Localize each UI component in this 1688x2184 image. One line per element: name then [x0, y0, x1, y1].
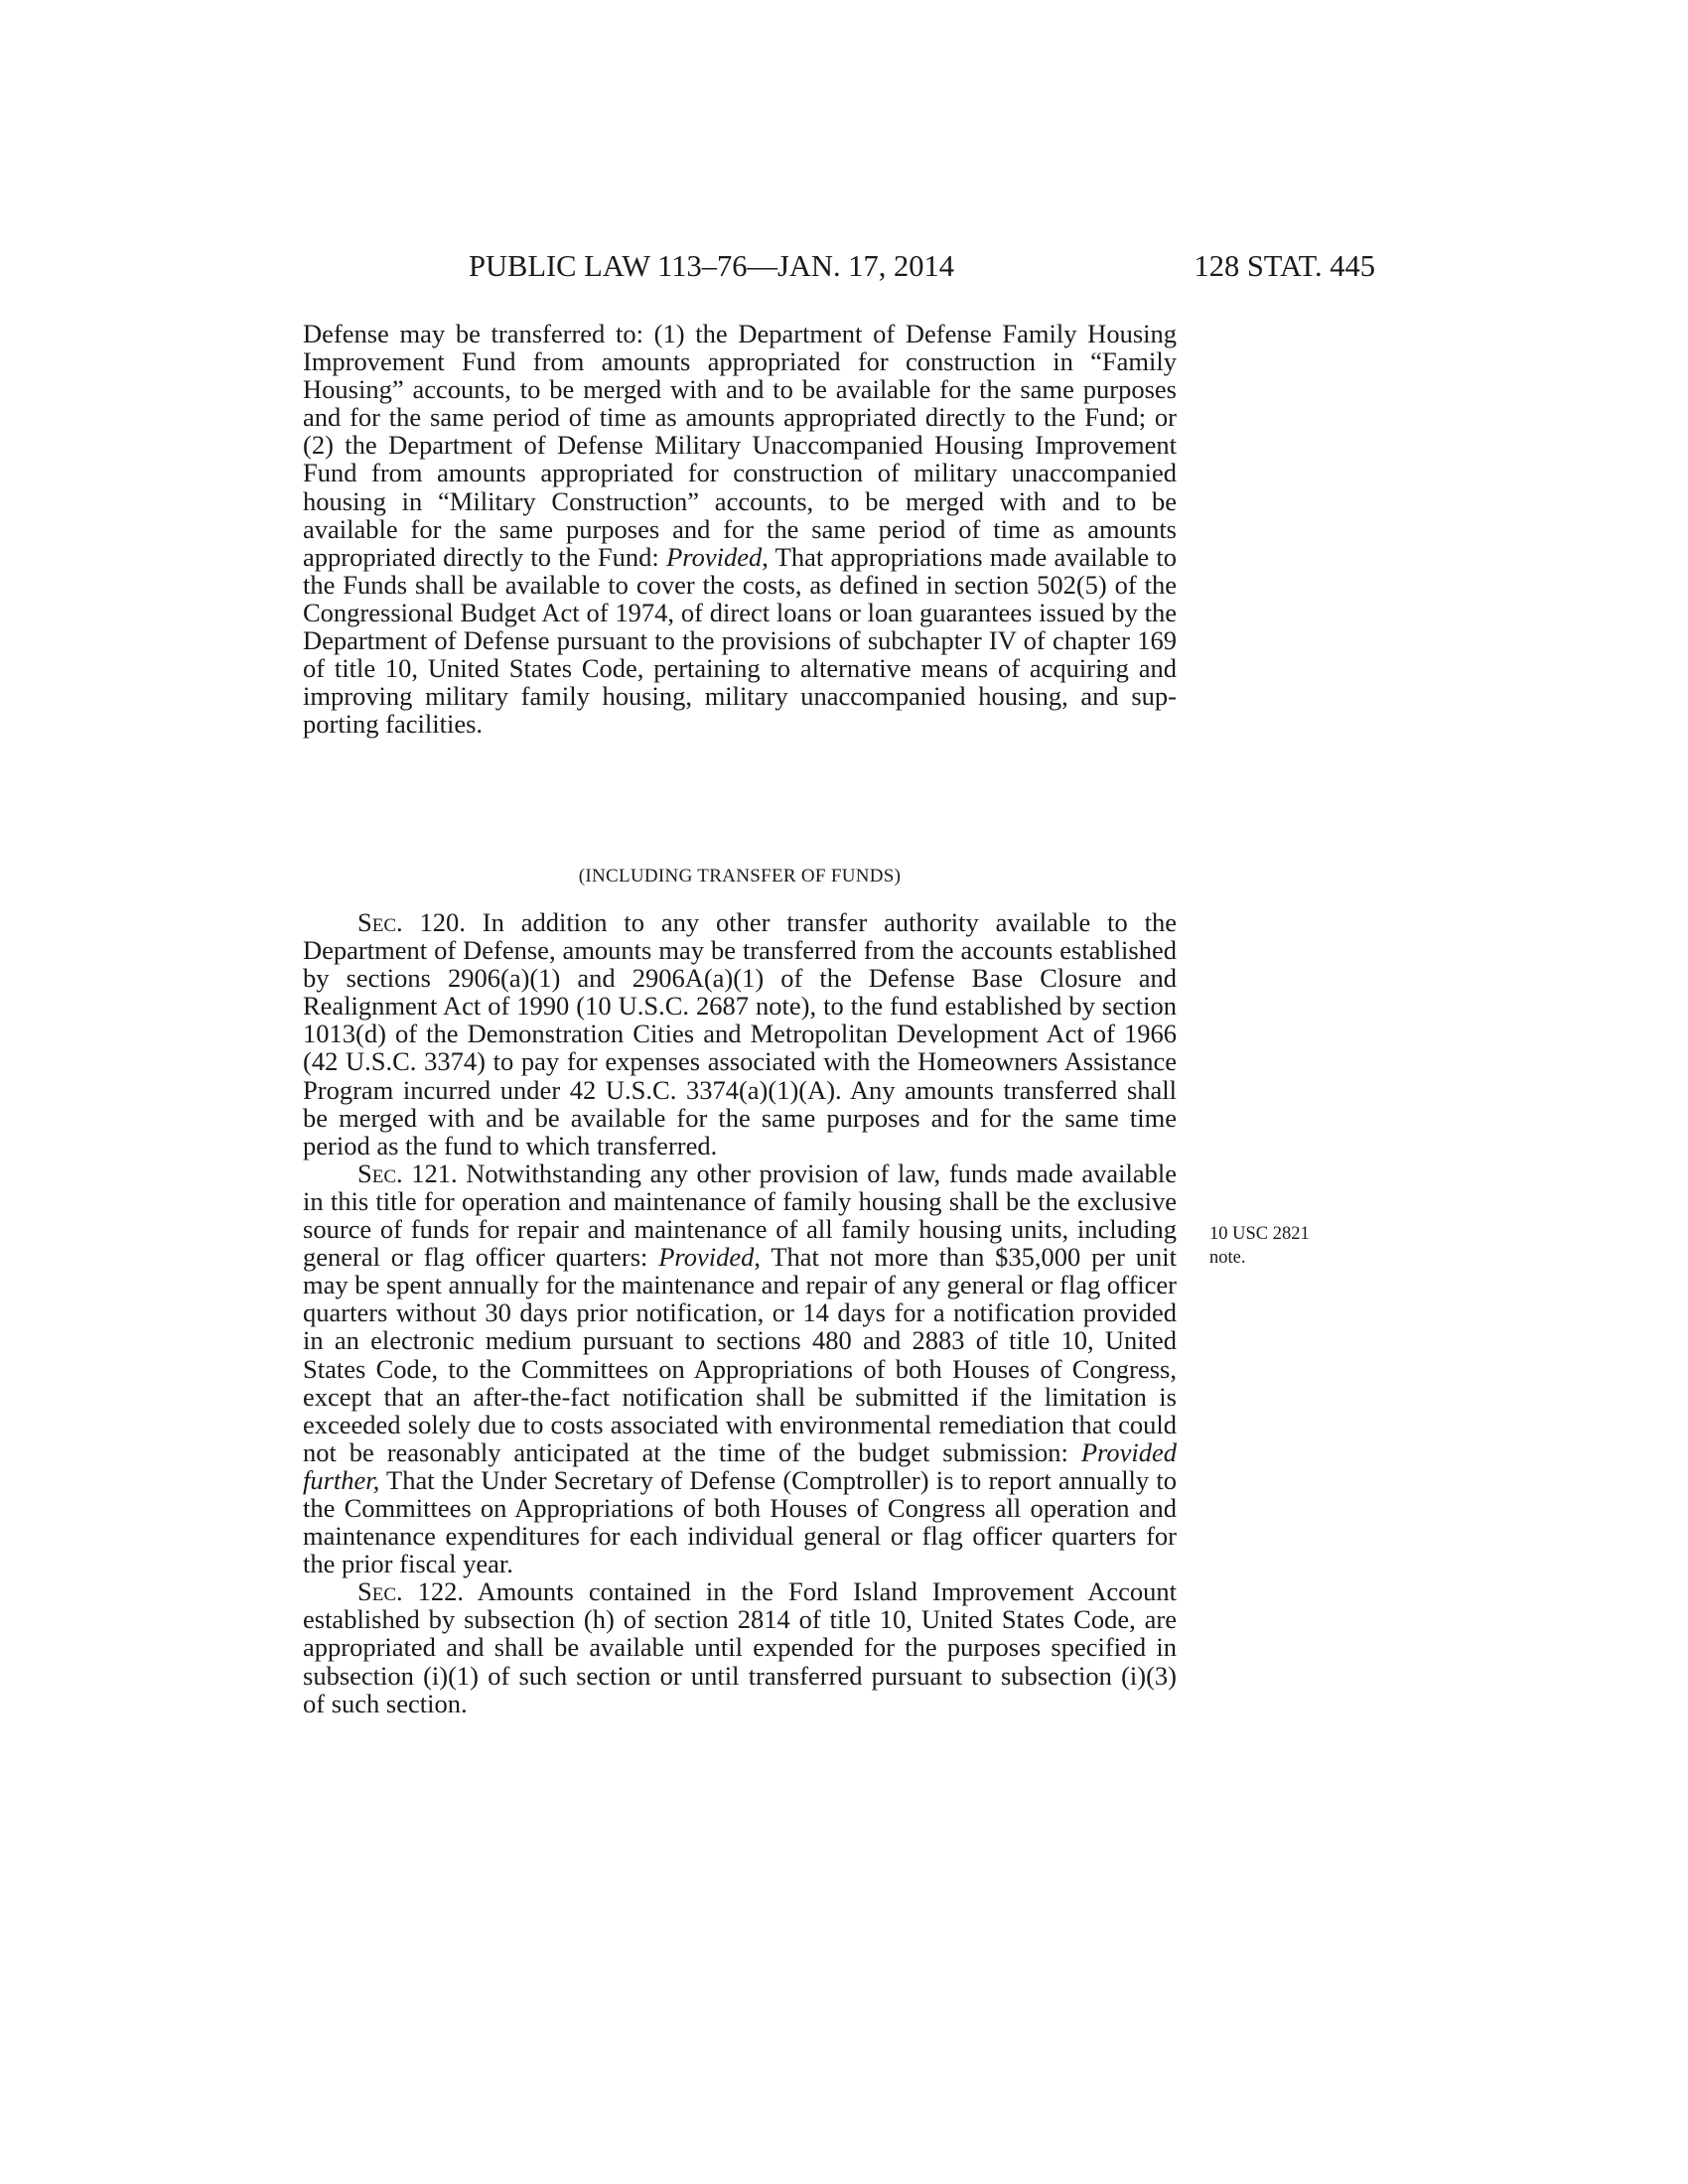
section-121-text-part-3: That the Under Secretary of Defense (Comptroller) is to report annually to the Committees on Appropriations of both Houses of Congress all operation and maintenance expenditures for each individual general or flag officer quarters for the prior fiscal year.	[303, 1464, 1177, 1579]
section-120	[303, 908, 1177, 1160]
sections-block	[303, 908, 1177, 1717]
continued-text-part-1: Defense may be transferred to: (1) the Department of Defense Family Housing Improvement Fund from amounts appropriated for construction in “Family Housing” accounts, to be merged with and to be available for the same purposes and for the same period of time as amounts appropriated directly to the Fund; or (2) the Department of Defense Military Unaccompanied Housing Improvement Fund from amounts appropriated for construction of military unaccompanied housing in “Military Construction” accounts, to be merged with and to be available for the same purposes and for the same period of time as amounts appropriated directly to the Fund:	[303, 319, 1177, 572]
continued-paragraph	[303, 320, 1177, 738]
section-122-label: Sec. 122.	[357, 1576, 465, 1607]
section-120-label: Sec. 120.	[357, 907, 466, 937]
section-121-text-part-1: Notwithstanding any other provision of law, funds made available in this title for operation and maintenance of family housing shall be the exclusive source of funds for repair and maintenance of all family housing units, including general or flag officer quarters:	[303, 1158, 1177, 1273]
statutes-page-number: 128 STAT. 445	[1194, 249, 1375, 283]
section-121	[303, 1160, 1177, 1577]
public-law-citation: PUBLIC LAW 113–76—JAN. 17, 2014	[469, 249, 954, 283]
section-heading: (INCLUDING TRANSFER OF FUNDS)	[578, 866, 902, 887]
section-121-label: Sec. 121.	[357, 1158, 458, 1188]
section-122-text: Amounts contained in the Ford Island Improvement Account established by subsection (h) of section 2814 of title 10, United States Code, are appropriated and shall be available until expended for the purposes specified in subsection (i)(1) of such section or until transferred pursuant to subsection (i)(3) of such section.	[303, 1576, 1177, 1718]
margin-citation-suffix: note.	[1209, 1248, 1246, 1268]
continued-provision	[303, 320, 1177, 738]
margin-citation: 10 USC 2821	[1209, 1224, 1310, 1244]
continued-text-part-2: , That appropriations made available to the Funds shall be available to cover the costs, as defined in section 502(5) of the Congressional Budget Act of 1974, of direct loans or loan guarantees issued by the Department of Defense pursuant to the provisions of subchapter IV of chapter 169 of title 10, United States Code, pertaining to alternative means of acquiring and improving military family housing, military unaccompanied housing, and supporting facilities.	[303, 541, 1178, 740]
section-122	[303, 1577, 1177, 1716]
section-121-proviso-further: Provided further,	[303, 1436, 1177, 1495]
running-header	[469, 246, 1375, 286]
margin-citation-note	[1209, 1222, 1348, 1270]
proviso-term: Provided	[666, 541, 763, 572]
section-121-proviso: Provided	[658, 1242, 755, 1273]
section-120-text: In addition to any other transfer authority available to the Department of Defense, amounts may be transferred from the accounts established by sections 2906(a)(1) and 2906A(a)(1) of the Defense Base Closure and Realignment Act of 1990 (10 U.S.C. 2687 note), to the fund established by section 1013(d) of the Demonstration Cities and Metropolitan Development Act of 1966 (42 U.S.C. 3374) to pay for expenses associated with the Homeowners Assistance Program incurred under 42 U.S.C. 3374(a)(1)(A). Any amounts transferred shall be merged with and be available for the same purposes and for the same time period as the fund to which transferred.	[303, 907, 1177, 1160]
section-121-text-part-2: , That not more than $35,000 per unit may be spent annually for the maintenance and repair of any general or flag officer quarters without 30 days prior notification, or 14 days for a notification provided in an electronic medium pursuant to sections 480 and 2883 of title 10, United States Code, to the Committees on Appropriations of both Houses of Congress, except that an after-the-fact notification shall be submitted if the limitation is exceeded solely due to costs associated with environmental remediation that could not be reasonably anticipated at the time of the budget submission:	[303, 1242, 1177, 1467]
